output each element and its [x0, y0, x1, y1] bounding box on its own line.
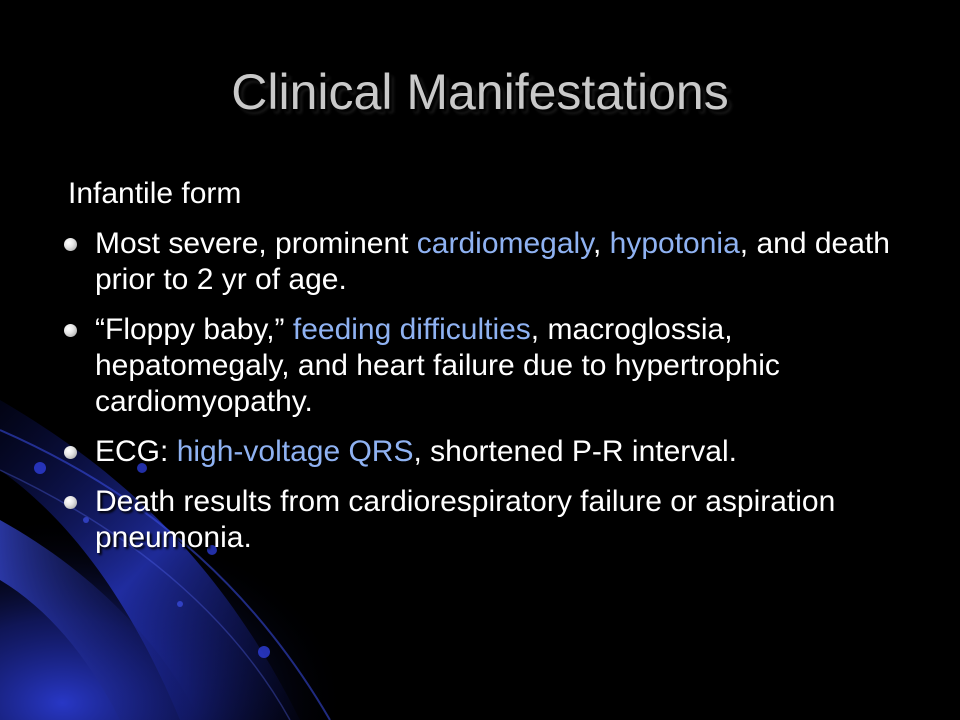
bullet-item [60, 434, 930, 470]
bullet-text [95, 313, 780, 418]
bullet-item [60, 226, 930, 298]
highlighted-term: high-voltage QRS [176, 435, 414, 468]
bullet-text [95, 227, 890, 296]
bullet-text-segment: Death results from cardiorespiratory failure or aspiration pneumonia. [95, 485, 836, 554]
round-bullet-icon [64, 496, 77, 509]
bullet-text-segment: , macroglossia, hepatomegaly, and heart failure due to hypertrophic cardiomyopathy. [95, 313, 780, 418]
slide-body [60, 176, 930, 570]
bullet-item [60, 312, 930, 420]
subheading: Infantile form [68, 177, 242, 210]
round-bullet-icon [64, 324, 77, 337]
bullet-text [95, 485, 835, 554]
bullet-text-segment: Most severe, prominent [95, 227, 417, 260]
slide-title: Clinical Manifestations [231, 64, 729, 120]
round-bullet-icon [64, 238, 77, 251]
bullet-text-segment: , [593, 227, 610, 260]
bullet-text-segment: ECG: [95, 435, 177, 468]
highlighted-term: feeding difficulties [292, 313, 531, 346]
bullet-text-segment: “Floppy baby,” [95, 313, 293, 346]
bullet-text-segment: , shortened P-R interval. [413, 435, 737, 468]
bullet-item [60, 484, 930, 556]
highlighted-term: hypotonia [609, 227, 740, 260]
highlighted-term: cardiomegaly [416, 227, 593, 260]
bullet-list [60, 226, 930, 556]
bullet-text-segment: , and death prior to 2 yr of age. [95, 227, 890, 296]
round-bullet-icon [64, 446, 77, 459]
bullet-text [95, 435, 737, 468]
